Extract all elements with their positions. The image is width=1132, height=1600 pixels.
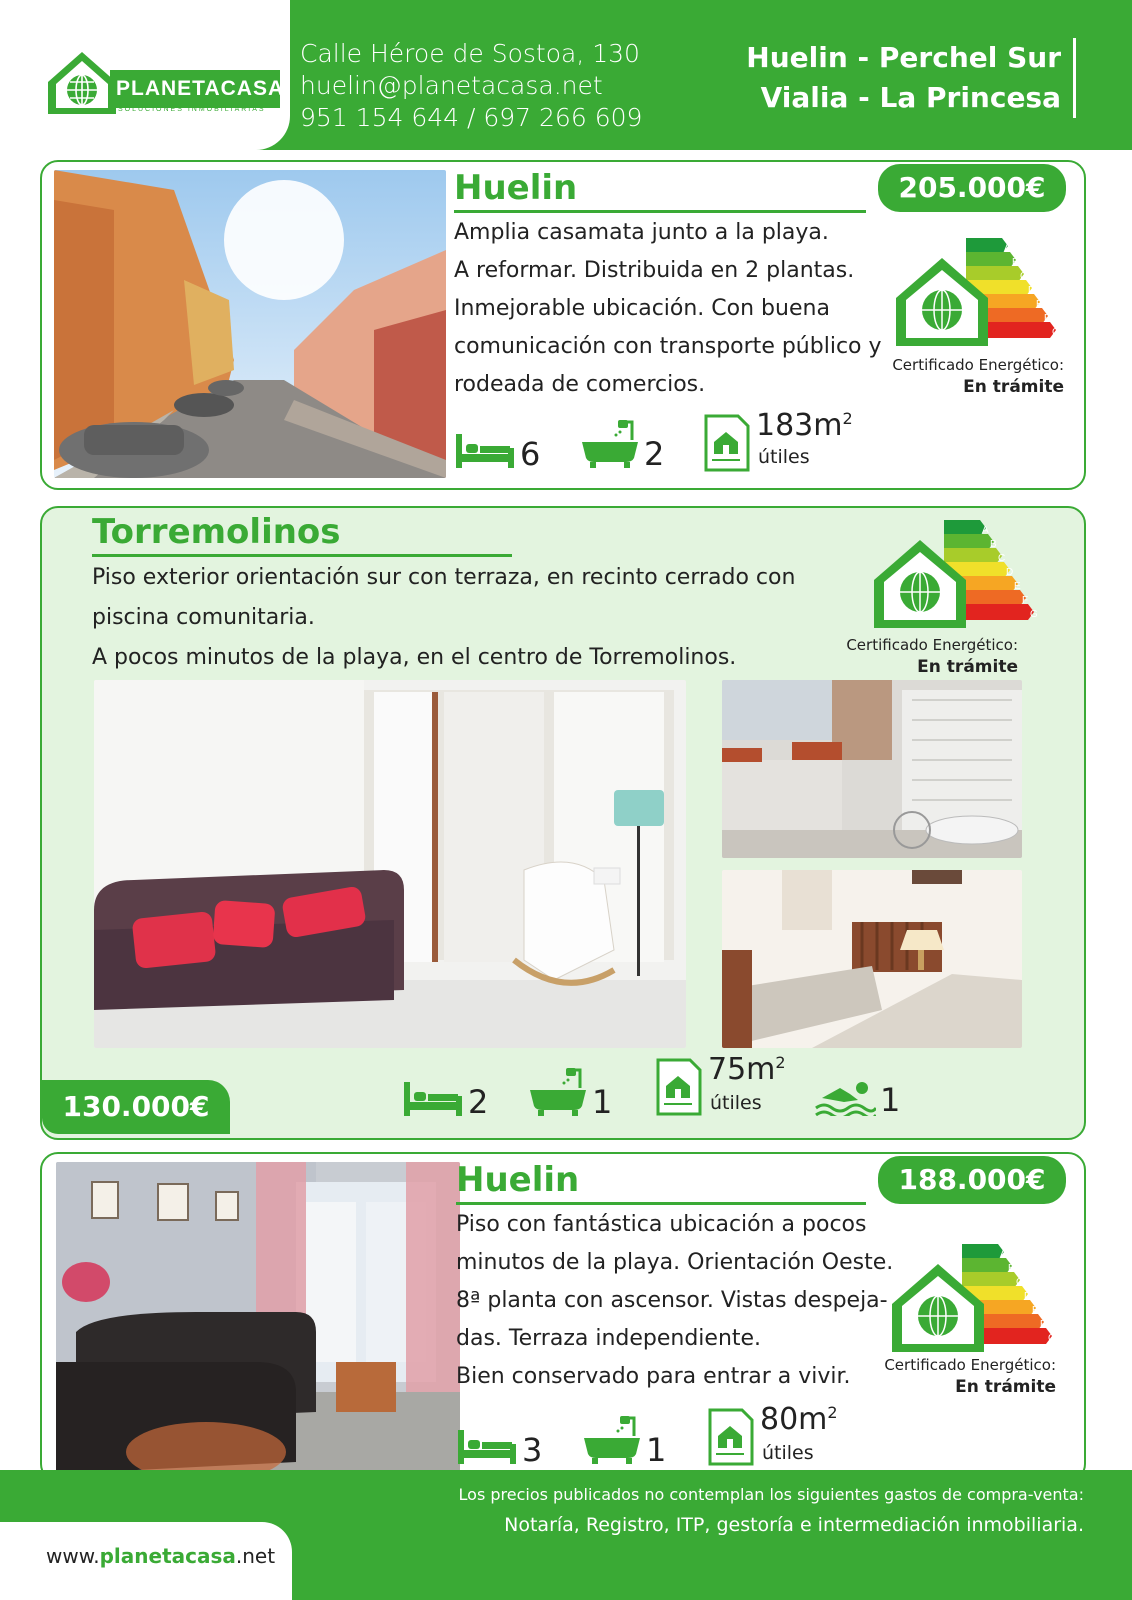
swimmer-icon [814, 1080, 876, 1116]
listing-photo-living-room [56, 1162, 460, 1474]
page-header [0, 0, 1132, 150]
bathrooms-count: 2 [644, 435, 665, 473]
listing-photo-bedroom [722, 870, 1022, 1048]
svg-text:F: F [1044, 313, 1051, 324]
price-disclaimer [459, 1482, 1084, 1542]
desc-line: piscina comunitaria. [92, 605, 315, 630]
svg-text:B: B [990, 539, 997, 550]
bed-icon [402, 1078, 464, 1118]
svg-text:A: A [1000, 1249, 1007, 1260]
desc-line: A reformar. Distribuida en 2 plantas. [454, 258, 855, 283]
floorplan-icon [708, 1408, 754, 1466]
bathrooms-feature [528, 1066, 613, 1121]
listing-title: Torremolinos [92, 512, 512, 557]
listing-description [92, 558, 852, 678]
desc-line: Piso con fantástica ubicación a pocos [456, 1212, 867, 1237]
energy-certificate-label: Certificado Energético: En trámite [892, 356, 1064, 397]
svg-text:D: D [1028, 285, 1036, 296]
bedrooms-count: 2 [468, 1083, 489, 1121]
listing-description [454, 214, 894, 404]
desc-line: das. Terraza independiente. [456, 1326, 762, 1351]
price-badge: 205.000€ [878, 164, 1066, 212]
page-footer [0, 1470, 1132, 1600]
svg-text:G: G [1030, 609, 1038, 620]
bathtub-icon [580, 418, 640, 470]
energy-status: En trámite [963, 377, 1064, 397]
bedrooms-feature [402, 1078, 489, 1121]
street-photo-image [54, 170, 446, 478]
energy-status: En trámite [917, 657, 1018, 677]
listing-photo-living-room [94, 680, 686, 1048]
floorplan-icon [656, 1058, 702, 1116]
bathrooms-count: 1 [646, 1431, 667, 1469]
bathrooms-feature [580, 418, 665, 473]
area-value: $183m^2$ [756, 408, 853, 443]
desc-line: minutos de la playa. Orientación Oeste. [456, 1250, 894, 1275]
svg-text:B: B [1012, 257, 1019, 268]
svg-text:E: E [1036, 299, 1043, 310]
pool-feature [814, 1080, 901, 1119]
svg-text:C: C [1020, 271, 1028, 282]
listing-card-huelin-1 [40, 160, 1086, 490]
office-phones[interactable]: 951 154 644 / 697 266 609 [300, 103, 643, 132]
svg-text:C: C [998, 553, 1006, 564]
svg-text:D: D [1006, 567, 1014, 578]
website-panel [0, 1522, 292, 1600]
bedrooms-count: 3 [522, 1431, 543, 1469]
energy-certificate-label: Certificado Energético: En trámite [884, 1356, 1056, 1397]
svg-text:E: E [1032, 1305, 1039, 1316]
bathrooms-count: 1 [592, 1083, 613, 1121]
area-feature [704, 408, 853, 474]
listing-photo-street [54, 170, 446, 478]
office-address: Calle Héroe de Sostoa, 130 [300, 39, 640, 68]
bed-icon [456, 1426, 518, 1466]
desc-line: Amplia casamata junto a la playa. [454, 220, 829, 245]
svg-text:E: E [1014, 581, 1021, 592]
bed-icon [454, 430, 516, 470]
svg-text:D: D [1024, 1291, 1032, 1302]
svg-text:G: G [1052, 327, 1060, 338]
svg-text:G: G [1048, 1333, 1056, 1344]
svg-text:F: F [1040, 1319, 1047, 1330]
living-room-photo-image [94, 680, 686, 1048]
terrace-photo-image [722, 680, 1022, 858]
bedrooms-count: 6 [520, 435, 541, 473]
bathtub-icon [582, 1414, 642, 1466]
price-badge: 130.000€ [42, 1080, 230, 1134]
area-line-1: Huelin - Perchel Sur [746, 41, 1061, 74]
listing-title: Huelin [456, 1160, 866, 1205]
area-unit: útiles [710, 1092, 762, 1114]
area-value: $75m^2$ [708, 1052, 786, 1087]
desc-line: comunicación con transporte público y [454, 334, 882, 359]
area-unit: útiles [762, 1442, 814, 1464]
desc-line: Bien conservado para entrar a vivir. [456, 1364, 851, 1389]
bathrooms-feature [582, 1414, 667, 1469]
disclaimer-line-2: Notaría, Registro, ITP, gestoría e intermediación inmobiliaria. [504, 1514, 1084, 1536]
area-feature [708, 1404, 848, 1470]
logo-tagline: SOLUCIONES INMOBILIARIAS [118, 106, 266, 113]
listing-description [456, 1206, 896, 1396]
pool-count: 1 [880, 1081, 901, 1119]
area-feature [656, 1054, 786, 1120]
energy-certificate-label: Certificado Energético: En trámite [846, 636, 1018, 677]
bedroom-photo-image [722, 870, 1022, 1048]
area-unit: útiles [758, 446, 810, 468]
logo-wordmark: PLANETACASA [110, 70, 280, 108]
bathtub-icon [528, 1066, 588, 1118]
svg-text:A: A [982, 525, 989, 536]
desc-line: 8ª planta con ascensor. Vistas despeja- [456, 1288, 888, 1313]
listing-card-huelin-2 [40, 1152, 1086, 1482]
area-names [746, 38, 1076, 118]
price-badge: 188.000€ [878, 1156, 1066, 1204]
disclaimer-line-1: Los precios publicados no contemplan los siguientes gastos de compra-venta: [458, 1485, 1084, 1504]
desc-line: Inmejorable ubicación. Con buena [454, 296, 830, 321]
office-email[interactable]: huelin@planetacasa.net [300, 71, 603, 100]
desc-line: rodeada de comercios. [454, 372, 706, 397]
svg-text:B: B [1008, 1263, 1015, 1274]
website-link[interactable]: www.planetacasa.net [46, 1544, 276, 1568]
bedrooms-feature [456, 1426, 543, 1469]
listing-title: Huelin [454, 168, 866, 213]
svg-text:F: F [1022, 595, 1029, 606]
desc-line: A pocos minutos de la playa, en el centro de Torremolinos. [92, 645, 737, 670]
contact-block [300, 38, 642, 134]
apartment-photo-image [56, 1162, 460, 1474]
listing-card-torremolinos [40, 506, 1086, 1140]
floorplan-icon [704, 414, 750, 472]
logo-panel [0, 0, 290, 150]
bedrooms-feature [454, 430, 541, 473]
svg-text:A: A [1004, 243, 1011, 254]
svg-text:C: C [1016, 1277, 1024, 1288]
energy-status: En trámite [955, 1377, 1056, 1397]
area-value: $80m^2$ [760, 1402, 838, 1437]
desc-line: Piso exterior orientación sur con terraza, en recinto cerrado con [92, 565, 796, 590]
area-line-2: Vialia - La Princesa [760, 81, 1061, 114]
listing-photo-terrace [722, 680, 1022, 858]
